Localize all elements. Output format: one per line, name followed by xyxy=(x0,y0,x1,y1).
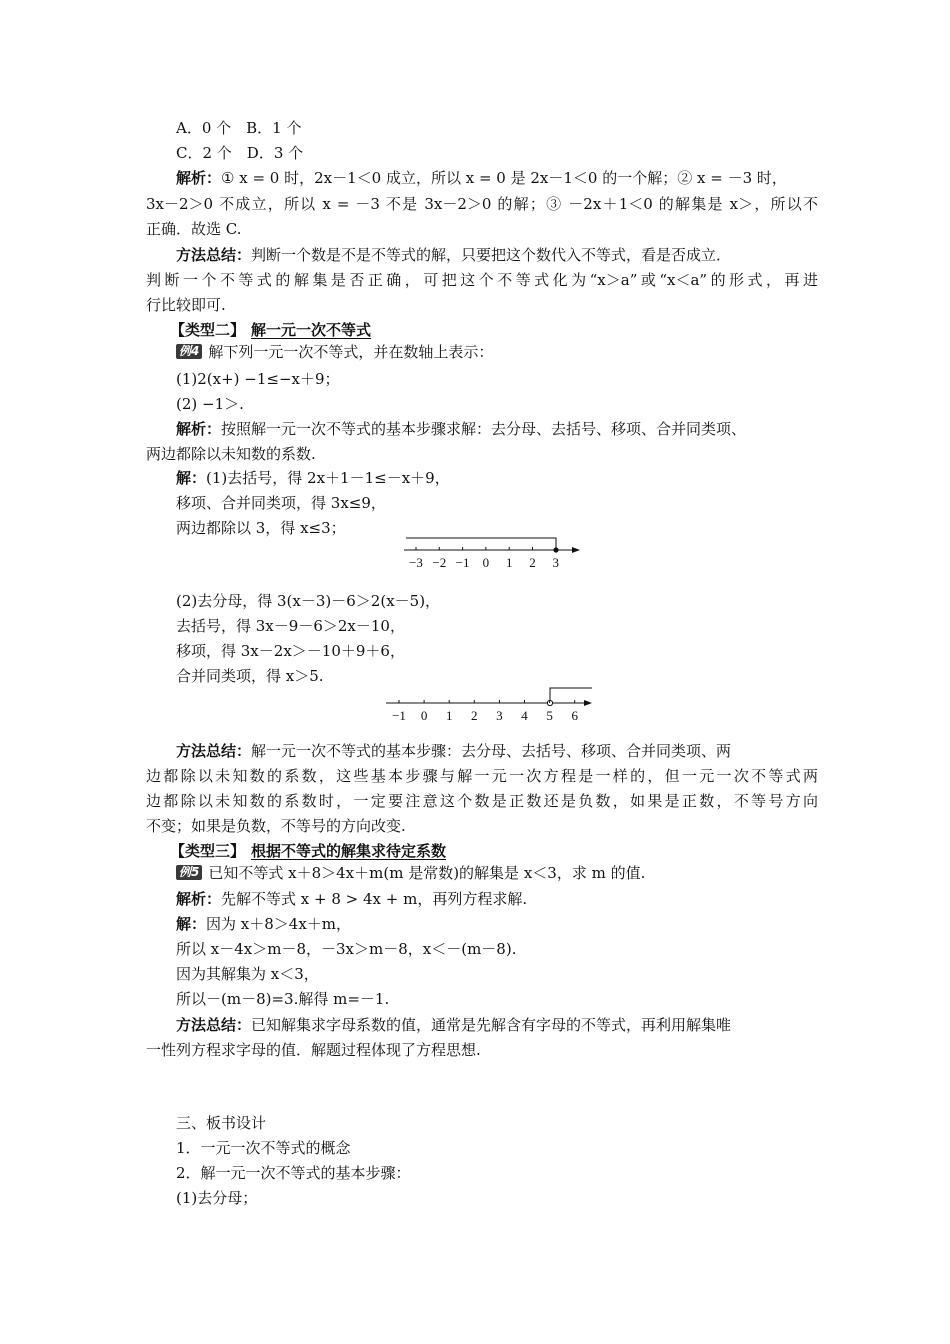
number-line-2-tick-label: 3 xyxy=(496,708,503,723)
solution-4-step-2: 移项、合并同类项，得 3x≤9， xyxy=(176,494,386,512)
number-line-2-tick-label: 0 xyxy=(420,708,428,723)
example-4-line xyxy=(176,341,493,363)
number-line-2-tick-label: 6 xyxy=(571,708,578,723)
solution-4-step-5: 去括号，得 3x－9－6＞2x－10， xyxy=(176,617,405,635)
summary-label: 方法总结： xyxy=(176,246,252,264)
number-line-1-tick-label: 2 xyxy=(529,555,536,570)
solution-4-step-7: 合并同类项，得 x＞5. xyxy=(176,667,324,685)
summary-2-text: 解一元一次不等式的基本步骤：去分母、去括号、移项、合并同类项、两 xyxy=(251,742,732,760)
number-line-1-tick-label: −2 xyxy=(432,555,447,570)
solution-4-step-1-text: (1)去括号，得 2x＋1－1≤－x＋9， xyxy=(206,469,450,487)
summary-3-line-2: 一性列方程求字母的值．解题过程体现了方程思想. xyxy=(146,1041,481,1059)
number-line-1-arrow xyxy=(572,547,580,553)
summary-1-line-3: 行比较即可. xyxy=(146,296,226,314)
summary-2-line-3: 边都除以未知数的系数时，一定要注意这个数是正数还是负数，如果是正数，不等号方向 xyxy=(146,792,818,810)
number-line-2-tick-label: −1 xyxy=(392,708,406,723)
number-line-1 xyxy=(398,530,588,575)
board-item-1: 1．一元一次不等式的概念 xyxy=(176,1139,351,1157)
number-line-2 xyxy=(380,680,605,725)
type-2-heading xyxy=(170,319,371,341)
analysis-label: 解析： xyxy=(176,420,222,438)
summary-2-line-4: 不变；如果是负数，不等号的方向改变. xyxy=(146,817,406,835)
type-3-heading xyxy=(170,840,446,862)
analysis-1-line-2: 3x－2＞0 不成立，所以 x = －3 不是 3x－2＞0 的解；③ －2x＋1＜0 的解集是 x＞，所以不 xyxy=(146,195,818,213)
number-line-1-tick-label: −1 xyxy=(455,555,470,570)
solution-5-step-2: 所以 x－4x＞m－8，－3x＞m－8，x＜－(m－8). xyxy=(176,940,517,958)
analysis-2-line-2: 两边都除以未知数的系数. xyxy=(146,445,316,463)
analysis-label: 解析： xyxy=(176,169,222,187)
type-2-bracket: 【类型二】 xyxy=(170,321,246,339)
example-4-question-2: (2) −1＞. xyxy=(176,395,244,413)
analysis-3-line xyxy=(176,888,527,910)
board-item-3: (1)去分母； xyxy=(176,1189,258,1207)
number-line-2-tick-label: 1 xyxy=(445,708,453,723)
summary-3-text: 已知解集求字母系数的值，通常是先解含有字母的不等式，再利用解集唯 xyxy=(251,1016,732,1034)
solution-5-step-1 xyxy=(176,913,351,935)
number-line-2-tick-label: 5 xyxy=(546,708,553,723)
number-line-1-solution-bracket xyxy=(406,538,556,550)
summary-1-line-2: 判断一个不等式的解集是否正确，可把这个不等式化为“x＞a”或“x＜a”的形式，再进 xyxy=(146,271,818,289)
analysis-1-line-3: 正确．故选 C. xyxy=(146,220,242,238)
summary-label: 方法总结： xyxy=(176,742,252,760)
example-4-text: 解下列一元一次不等式，并在数轴上表示： xyxy=(208,343,494,361)
number-line-1-tick-label: 3 xyxy=(552,555,560,570)
number-line-2-tick-label: 2 xyxy=(471,708,478,723)
example-5-line xyxy=(176,862,645,884)
example-5-badge: 例5 xyxy=(176,865,202,880)
solution-label: 解： xyxy=(176,469,207,487)
example-4-question-1: (1)2(x+) −1≤−x＋9； xyxy=(176,370,340,388)
solution-4-step-3: 两边都除以 3，得 x≤3； xyxy=(176,519,346,537)
analysis-2-line-1 xyxy=(176,418,746,440)
analysis-3-text: 先解不等式 x + 8 > 4x + m，再列方程求解. xyxy=(221,890,528,908)
summary-1-line-1 xyxy=(176,244,731,266)
analysis-label: 解析： xyxy=(176,890,222,908)
solution-4-step-6: 移项，得 3x－2x＞－10＋9＋6， xyxy=(176,642,405,660)
number-line-2-arrow xyxy=(584,700,592,706)
solution-label: 解： xyxy=(176,915,207,933)
board-item-2: 2．解一元一次不等式的基本步骤： xyxy=(176,1164,411,1182)
option-line-ab: A．0 个 B．1 个 xyxy=(176,119,302,137)
summary-2-line-2: 边都除以未知数的系数，这些基本步骤与解一元一次方程是一样的，但一元一次不等式两 xyxy=(146,767,818,785)
type-2-title: 解一元一次不等式 xyxy=(251,321,372,339)
summary-1-text: 判断一个数是不是不等式的解，只要把这个数代入不等式，看是否成立． xyxy=(251,246,732,264)
summary-3-line-1 xyxy=(176,1014,731,1036)
analysis-1-text: ① x = 0 时，2x－1＜0 成立，所以 x = 0 是 2x－1＜0 的一个解；② x = －3 时， xyxy=(221,169,787,187)
solution-5-step-1-text: 因为 x＋8＞4x＋m， xyxy=(206,915,352,933)
type-3-bracket: 【类型三】 xyxy=(170,842,246,860)
option-line-cd: C．2 个 D．3 个 xyxy=(176,144,304,162)
solution-4-step-1 xyxy=(176,467,450,489)
analysis-1-line-1 xyxy=(176,167,787,189)
type-3-title: 根据不等式的解集求待定系数 xyxy=(251,842,447,860)
solution-4-step-4: (2)去分母，得 3(x－3)－6＞2(x－5)， xyxy=(176,592,441,610)
board-heading: 三、板书设计 xyxy=(176,1114,267,1132)
summary-2-line-1 xyxy=(176,740,731,762)
number-line-1-tick-label: 1 xyxy=(505,555,513,570)
number-line-1-tick-label: 0 xyxy=(482,555,490,570)
summary-label: 方法总结： xyxy=(176,1016,252,1034)
analysis-2-text: 按照解一元一次不等式的基本步骤求解：去分母、去括号、移项、合并同类项、 xyxy=(221,420,747,438)
example-4-badge: 例4 xyxy=(176,344,202,359)
solution-5-step-3: 因为其解集为 x＜3， xyxy=(176,965,319,983)
number-line-1-tick-label: −3 xyxy=(409,555,423,570)
number-line-2-tick-label: 4 xyxy=(521,708,528,723)
example-5-text: 已知不等式 x＋8＞4x＋m(m 是常数)的解集是 x＜3，求 m 的值. xyxy=(208,864,646,882)
solution-5-step-4: 所以－(m－8)=3.解得 m=－1. xyxy=(176,990,390,1008)
